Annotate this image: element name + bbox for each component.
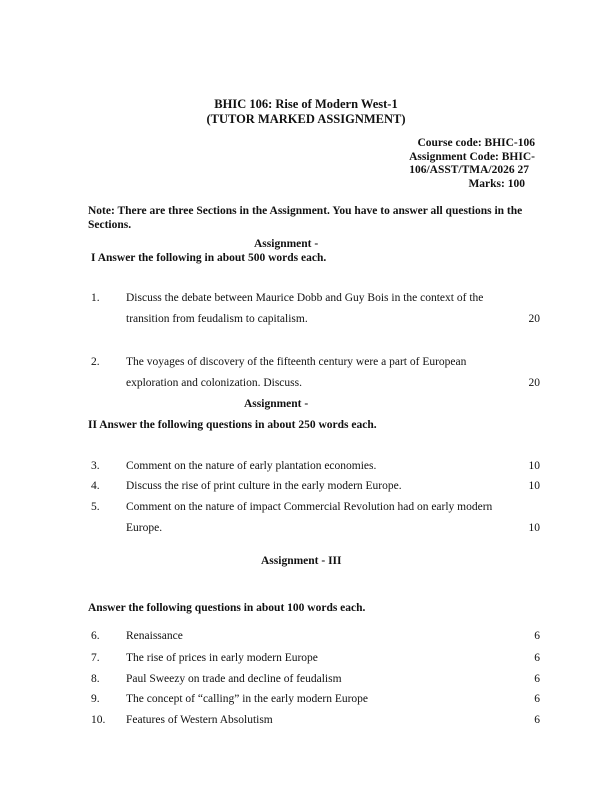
question-text-line1: Paul Sweezy on trade and decline of feudalism	[126, 673, 342, 685]
question-text-line1: The voyages of discovery of the fifteenth century were a part of European	[126, 356, 467, 368]
section-1-instruction: I Answer the following in about 500 words each.	[91, 252, 327, 264]
question-number: 9.	[91, 693, 100, 705]
question-marks: 10	[528, 460, 540, 472]
section-1-heading: Assignment -	[254, 238, 319, 250]
question-text-line1: The concept of “calling” in the early modern Europe	[126, 693, 369, 705]
section-2-heading: Assignment -	[244, 398, 309, 410]
question-text-line1: Features of Western Absolutism	[126, 714, 273, 726]
question-text-line2: exploration and colonization. Discuss.	[126, 377, 302, 389]
question-number: 4.	[91, 480, 100, 492]
question-number: 7.	[91, 652, 100, 664]
question-text-line1: The rise of prices in early modern Europe	[126, 652, 318, 664]
question-text-line1: Renaissance	[126, 630, 183, 642]
question-text-line2: Europe.	[126, 522, 163, 534]
assignment-code-line1: Assignment Code: BHIC-	[409, 151, 535, 163]
question-text-line2: transition from feudalism to capitalism.	[126, 313, 308, 325]
instructions-note: Note: There are three Sections in the Assignment. You have to answer all questions in the Sections.	[88, 205, 523, 231]
section-3-heading: Assignment - III	[261, 555, 342, 567]
question-marks: 6	[534, 630, 540, 642]
question-number: 3.	[91, 460, 100, 472]
question-marks: 6	[534, 714, 540, 726]
question-marks: 10	[528, 480, 540, 492]
question-marks: 20	[528, 377, 540, 389]
section-3-instruction: Answer the following questions in about 100 words each.	[88, 602, 366, 614]
question-marks: 6	[534, 693, 540, 705]
question-text-line1: Comment on the nature of impact Commercial Revolution had on early modern	[126, 501, 493, 513]
document-subtitle: (TUTOR MARKED ASSIGNMENT)	[206, 112, 406, 126]
question-text-line1: Comment on the nature of early plantation economies.	[126, 460, 377, 472]
question-number: 5.	[91, 501, 100, 513]
assignment-code-line2: 106/ASST/TMA/2026 27	[409, 164, 529, 176]
question-number: 1.	[91, 292, 100, 304]
question-number: 10.	[91, 714, 106, 726]
question-marks: 6	[534, 652, 540, 664]
section-2-instruction: II Answer the following questions in about 250 words each.	[88, 419, 377, 431]
question-marks: 10	[528, 522, 540, 534]
question-marks: 6	[534, 673, 540, 685]
question-marks: 20	[528, 313, 540, 325]
document-title: BHIC 106: Rise of Modern West-1	[214, 97, 398, 111]
question-number: 2.	[91, 356, 100, 368]
question-number: 8.	[91, 673, 100, 685]
course-code: Course code: BHIC-106	[417, 137, 535, 149]
total-marks: Marks: 100	[468, 178, 525, 190]
question-number: 6.	[91, 630, 100, 642]
question-text-line1: Discuss the debate between Maurice Dobb and Guy Bois in the context of the	[126, 292, 484, 304]
question-text-line1: Discuss the rise of print culture in the early modern Europe.	[126, 480, 402, 492]
